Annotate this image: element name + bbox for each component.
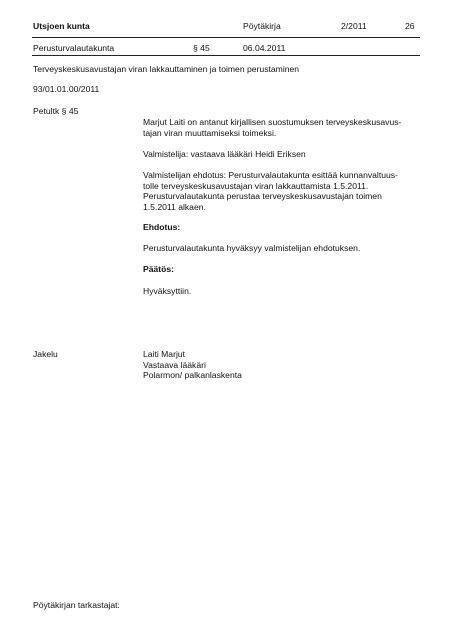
- proposal-line: Valmistelijan ehdotus: Perusturvalautakunta esittää kunnanvaltuus-: [143, 170, 398, 180]
- ehdotus-heading: Ehdotus:: [143, 222, 181, 232]
- proposal-line: tolle terveyskeskusavustajan viran lakkauttamista 1.5.2011.: [143, 180, 369, 191]
- ehdotus-text: Perusturvalautakunta hyväksyy valmistelijan ehdotuksen.: [143, 243, 361, 253]
- statement-line: Marjut Laiti on antanut kirjallisen suostumuksen terveyskeskusavus-: [143, 117, 402, 127]
- statement-line: tajan viran muuttamiseksi toimeksi.: [143, 127, 277, 138]
- proposal-line: Perusturvalautakunta perustaa terveyskeskusavustajan toimen: [143, 191, 382, 202]
- committee-name: Perusturvalautakunta: [33, 43, 115, 53]
- distribution-label: Jakelu: [33, 349, 58, 359]
- distribution-recipient: Laiti Marjut: [143, 349, 186, 359]
- municipality-name: Utsjoen kunta: [33, 21, 90, 31]
- statement-paragraph: [143, 117, 423, 138]
- reviewers-label: Pöytäkirjan tarkastajat:: [33, 600, 120, 610]
- record-number: 93/01.01.00/2011: [33, 84, 100, 94]
- distribution-list: [143, 349, 423, 381]
- reference-label: Petultk § 45: [33, 106, 79, 116]
- section-number: § 45: [193, 43, 210, 53]
- meeting-date: 06.04.2011: [243, 43, 286, 53]
- document-type: Pöytäkirja: [243, 21, 281, 31]
- page-number: 26: [405, 21, 415, 31]
- proposal-paragraph: [143, 170, 423, 212]
- committee-divider: [32, 55, 420, 56]
- preparer-line: Valmistelija: vastaava lääkäri Heidi Eriksen: [143, 149, 306, 159]
- header-divider: [32, 37, 420, 38]
- paatos-heading: Päätös:: [143, 264, 175, 274]
- distribution-recipient: Polarmon/ palkanlaskenta: [143, 370, 242, 381]
- subject-title: Terveyskeskusavustajan viran lakkauttaminen ja toimen perustaminen: [33, 64, 300, 74]
- proposal-line: 1.5.2011 alkaen.: [143, 201, 206, 212]
- distribution-recipient: Vastaava lääkäri: [143, 359, 206, 370]
- paatos-text: Hyväksyttiin.: [143, 286, 192, 296]
- document-number: 2/2011: [341, 21, 367, 31]
